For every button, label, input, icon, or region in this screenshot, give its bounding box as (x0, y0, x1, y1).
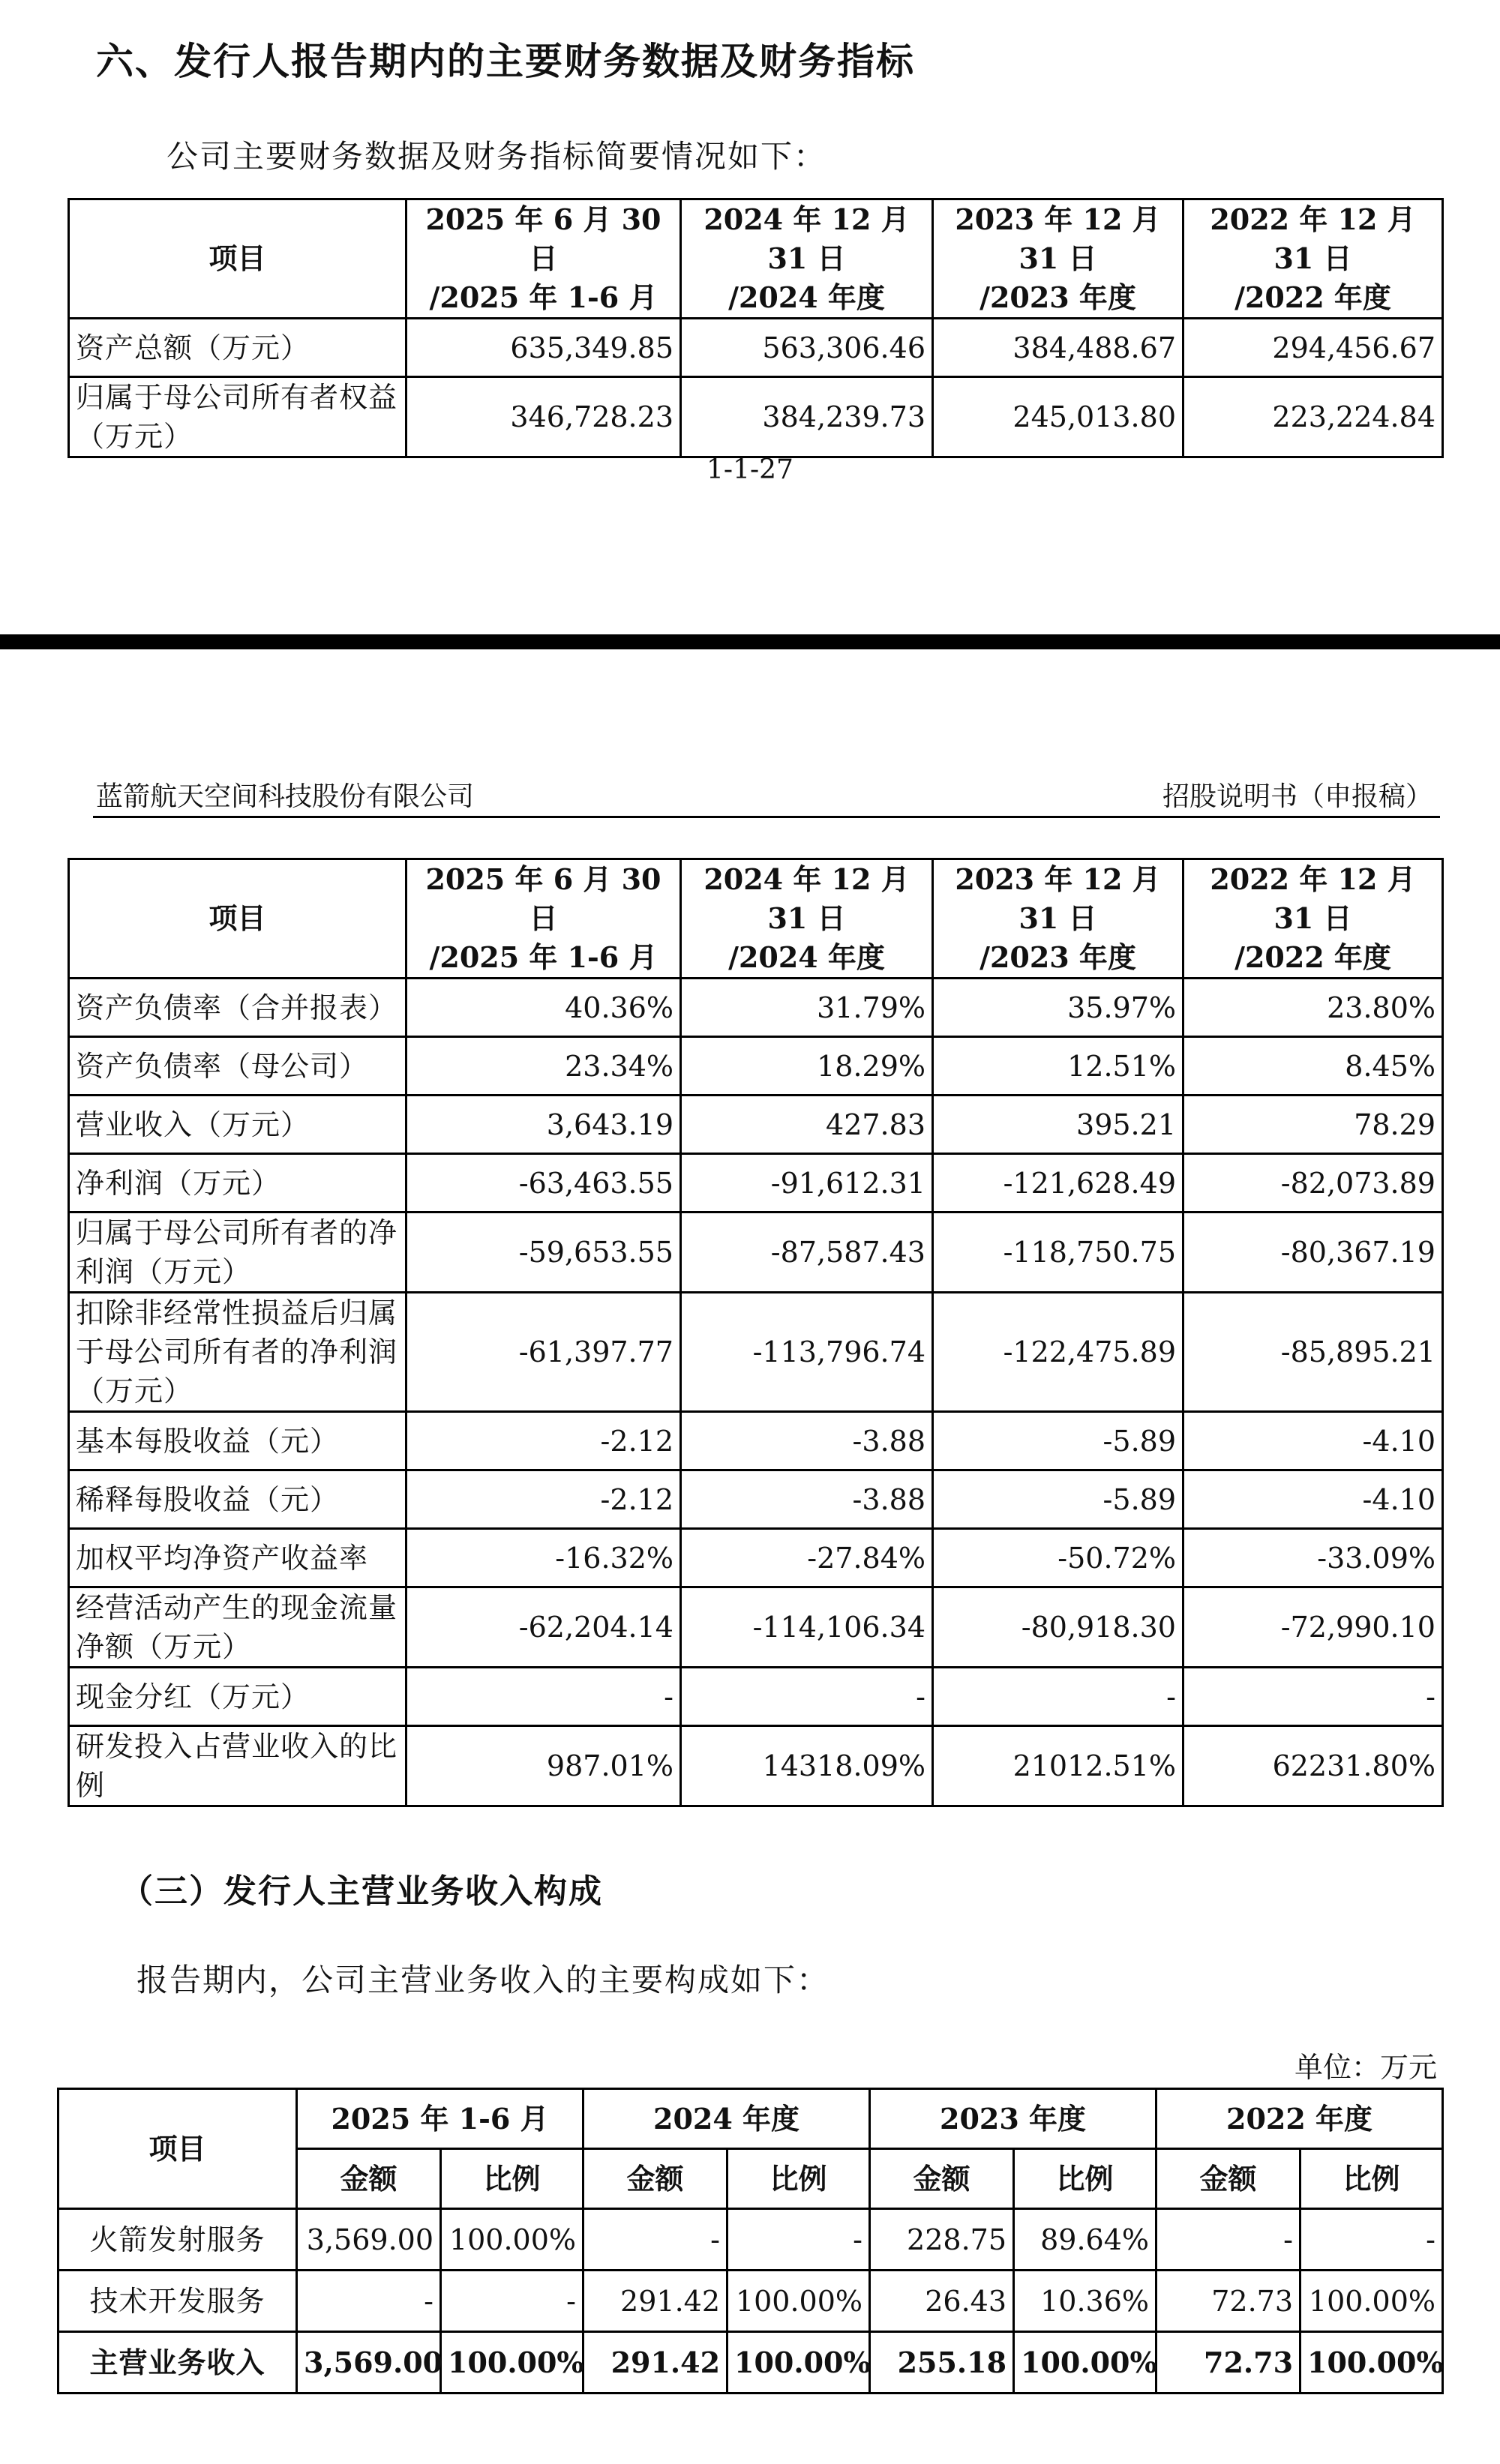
header-line-1: 项目 (208, 241, 266, 275)
cell-value: -5.89 (933, 1412, 1184, 1470)
row-label: 基本每股收益（元） (69, 1412, 406, 1470)
header-line-2: /2024 年度 (728, 940, 885, 974)
column-header-ratio: 比例 (1014, 2149, 1156, 2209)
cell-value: -62,204.14 (406, 1587, 681, 1668)
table-row (69, 1668, 1443, 1726)
table-row (69, 1587, 1443, 1668)
column-header-ratio: 比例 (1300, 2149, 1443, 2209)
column-header-period: 2022 年度 (1156, 2089, 1443, 2149)
cell-value: 635,349.85 (406, 319, 681, 377)
table-row (69, 1726, 1443, 1806)
cell-value: 78.29 (1184, 1096, 1443, 1154)
cell-value: 89.64% (1014, 2209, 1156, 2271)
header-line-1: 2024 年 12 月 31 日 (704, 862, 910, 935)
row-label: 归属于母公司所有者权益（万元） (69, 377, 406, 457)
column-header-period (681, 199, 933, 319)
table-row (69, 377, 1443, 457)
cell-value: 100.00% (1014, 2332, 1156, 2394)
cell-value: 62231.80% (1184, 1726, 1443, 1806)
cell-value: 26.43 (870, 2271, 1014, 2332)
table-row (69, 1470, 1443, 1529)
page-header-company: 蓝箭航天空间科技股份有限公司 (96, 781, 475, 812)
cell-value: 10.36% (1014, 2271, 1156, 2332)
row-label: 稀释每股收益（元） (69, 1470, 406, 1529)
header-line-1: 2023 年 12 月 31 日 (955, 202, 1161, 275)
cell-value: -3.88 (681, 1412, 933, 1470)
financial-summary-table-2 (68, 858, 1444, 1807)
row-label: 资产负债率（合并报表） (69, 979, 406, 1037)
cell-value: 223,224.84 (1184, 377, 1443, 457)
header-line-2: /2023 年度 (980, 940, 1136, 974)
column-header-period (406, 199, 681, 319)
column-header-period (933, 199, 1184, 319)
column-header-amount: 金额 (584, 2149, 728, 2209)
cell-value: - (1156, 2209, 1300, 2271)
row-label: 主营业务收入 (58, 2332, 297, 2394)
cell-value: -63,463.55 (406, 1154, 681, 1213)
cell-value: 100.00% (441, 2209, 584, 2271)
cell-value: -118,750.75 (933, 1213, 1184, 1293)
cell-value: 18.29% (681, 1037, 933, 1096)
cell-value: 100.00% (441, 2332, 584, 2394)
header-line-1: 2023 年 12 月 31 日 (955, 862, 1161, 935)
cell-value: -4.10 (1184, 1412, 1443, 1470)
header-rule (93, 816, 1440, 818)
revenue-composition-table (57, 2088, 1444, 2394)
column-header-item (69, 859, 406, 979)
row-label: 资产总额（万元） (69, 319, 406, 377)
cell-value: 3,643.19 (406, 1096, 681, 1154)
header-line-1: 2022 年 12 月 31 日 (1210, 202, 1416, 275)
cell-value: 14318.09% (681, 1726, 933, 1806)
cell-value: 294,456.67 (1184, 319, 1443, 377)
column-header-period: 2024 年度 (584, 2089, 870, 2149)
header-line-2: /2025 年 1-6 月 (429, 280, 658, 314)
column-header-period (681, 859, 933, 979)
unit-label: 单位：万元 (1294, 2051, 1437, 2084)
cell-value: -3.88 (681, 1470, 933, 1529)
cell-value: -85,895.21 (1184, 1293, 1443, 1412)
table-row (69, 1412, 1443, 1470)
column-header-ratio: 比例 (728, 2149, 870, 2209)
cell-value: -80,918.30 (933, 1587, 1184, 1668)
cell-value: 563,306.46 (681, 319, 933, 377)
column-header-item: 项目 (58, 2089, 297, 2209)
cell-value: 31.79% (681, 979, 933, 1037)
cell-value: -122,475.89 (933, 1293, 1184, 1412)
header-line-1: 项目 (208, 901, 266, 935)
cell-value: -82,073.89 (1184, 1154, 1443, 1213)
cell-value: -5.89 (933, 1470, 1184, 1529)
column-header-amount: 金额 (1156, 2149, 1300, 2209)
row-label: 经营活动产生的现金流量净额（万元） (69, 1587, 406, 1668)
row-label: 净利润（万元） (69, 1154, 406, 1213)
table-row (69, 1293, 1443, 1412)
subsection-title: （三）发行人主营业务收入构成 (120, 1872, 603, 1911)
cell-value: - (1300, 2209, 1443, 2271)
column-header-period: 2023 年度 (870, 2089, 1156, 2149)
cell-value: 100.00% (1300, 2332, 1443, 2394)
row-label: 研发投入占营业收入的比例 (69, 1726, 406, 1806)
header-line-1: 2024 年 12 月 31 日 (704, 202, 910, 275)
cell-value: - (441, 2271, 584, 2332)
cell-value: 35.97% (933, 979, 1184, 1037)
cell-value: 228.75 (870, 2209, 1014, 2271)
column-header-period (1184, 199, 1443, 319)
cell-value: 3,569.00 (297, 2332, 441, 2394)
header-line-2: /2022 年度 (1234, 940, 1391, 974)
cell-value: - (681, 1668, 933, 1726)
cell-value: 291.42 (584, 2271, 728, 2332)
table-row (58, 2332, 1443, 2394)
cell-value: -113,796.74 (681, 1293, 933, 1412)
cell-value: -50.72% (933, 1529, 1184, 1587)
cell-value: - (297, 2271, 441, 2332)
row-label: 现金分红（万元） (69, 1668, 406, 1726)
cell-value: 72.73 (1156, 2332, 1300, 2394)
cell-value: -72,990.10 (1184, 1587, 1443, 1668)
row-label: 扣除非经常性损益后归属于母公司所有者的净利润（万元） (69, 1293, 406, 1412)
cell-value: 100.00% (728, 2332, 870, 2394)
header-line-2: /2023 年度 (980, 280, 1136, 314)
row-label: 营业收入（万元） (69, 1096, 406, 1154)
row-label: 归属于母公司所有者的净利润（万元） (69, 1213, 406, 1293)
table-row (58, 2271, 1443, 2332)
cell-value: -2.12 (406, 1470, 681, 1529)
financial-summary-table-1 (68, 198, 1444, 458)
cell-value: - (728, 2209, 870, 2271)
cell-value: 23.80% (1184, 979, 1443, 1037)
cell-value: -91,612.31 (681, 1154, 933, 1213)
row-label: 火箭发射服务 (58, 2209, 297, 2271)
page-number: 1-1-27 (706, 454, 794, 485)
cell-value: - (584, 2209, 728, 2271)
table-header-row (69, 859, 1443, 979)
column-header-period (933, 859, 1184, 979)
cell-value: - (933, 1668, 1184, 1726)
cell-value: 23.34% (406, 1037, 681, 1096)
table-header-row (58, 2089, 1443, 2149)
cell-value: 346,728.23 (406, 377, 681, 457)
column-header-amount: 金额 (870, 2149, 1014, 2209)
header-line-1: 2022 年 12 月 31 日 (1210, 862, 1416, 935)
cell-value: -114,106.34 (681, 1587, 933, 1668)
table-row (69, 1037, 1443, 1096)
cell-value: 3,569.00 (297, 2209, 441, 2271)
row-label: 资产负债率（母公司） (69, 1037, 406, 1096)
column-header-period (1184, 859, 1443, 979)
cell-value: -2.12 (406, 1412, 681, 1470)
cell-value: 21012.51% (933, 1726, 1184, 1806)
cell-value: 291.42 (584, 2332, 728, 2394)
header-line-2: /2024 年度 (728, 280, 885, 314)
column-header-amount: 金额 (297, 2149, 441, 2209)
cell-value: -33.09% (1184, 1529, 1443, 1587)
header-line-2: /2022 年度 (1234, 280, 1391, 314)
cell-value: 100.00% (728, 2271, 870, 2332)
section-title: 六、发行人报告期内的主要财务数据及财务指标 (96, 40, 915, 83)
cell-value: -16.32% (406, 1529, 681, 1587)
column-header-ratio: 比例 (441, 2149, 584, 2209)
page-divider (0, 634, 1500, 649)
table-row (69, 1096, 1443, 1154)
cell-value: -4.10 (1184, 1470, 1443, 1529)
table-row (69, 979, 1443, 1037)
cell-value: -61,397.77 (406, 1293, 681, 1412)
table-row (69, 1213, 1443, 1293)
cell-value: -59,653.55 (406, 1213, 681, 1293)
table-row (69, 1154, 1443, 1213)
cell-value: -80,367.19 (1184, 1213, 1443, 1293)
cell-value: 245,013.80 (933, 377, 1184, 457)
column-header-item (69, 199, 406, 319)
intro-text: 公司主要财务数据及财务指标简要情况如下： (166, 138, 827, 175)
cell-value: 40.36% (406, 979, 681, 1037)
table-row (58, 2209, 1443, 2271)
cell-value: 395.21 (933, 1096, 1184, 1154)
cell-value: 72.73 (1156, 2271, 1300, 2332)
header-line-1: 2025 年 6 月 30 日 (425, 202, 662, 275)
table-row (69, 319, 1443, 377)
cell-value: 100.00% (1300, 2271, 1443, 2332)
subsection-intro: 报告期内，公司主营业务收入的主要构成如下： (136, 1962, 830, 1998)
row-label: 技术开发服务 (58, 2271, 297, 2332)
cell-value: 384,239.73 (681, 377, 933, 457)
table-row (69, 1529, 1443, 1587)
cell-value: 427.83 (681, 1096, 933, 1154)
header-line-1: 2025 年 6 月 30 日 (425, 862, 662, 935)
cell-value: - (406, 1668, 681, 1726)
header-line-2: /2025 年 1-6 月 (429, 940, 658, 974)
cell-value: - (1184, 1668, 1443, 1726)
cell-value: 384,488.67 (933, 319, 1184, 377)
cell-value: 987.01% (406, 1726, 681, 1806)
table-header-row (69, 199, 1443, 319)
row-label: 加权平均净资产收益率 (69, 1529, 406, 1587)
cell-value: -27.84% (681, 1529, 933, 1587)
cell-value: 12.51% (933, 1037, 1184, 1096)
cell-value: 255.18 (870, 2332, 1014, 2394)
cell-value: -121,628.49 (933, 1154, 1184, 1213)
column-header-period: 2025 年 1-6 月 (297, 2089, 584, 2149)
column-header-period (406, 859, 681, 979)
cell-value: 8.45% (1184, 1037, 1443, 1096)
cell-value: -87,587.43 (681, 1213, 933, 1293)
page-header-doc: 招股说明书（申报稿） (1162, 781, 1432, 812)
